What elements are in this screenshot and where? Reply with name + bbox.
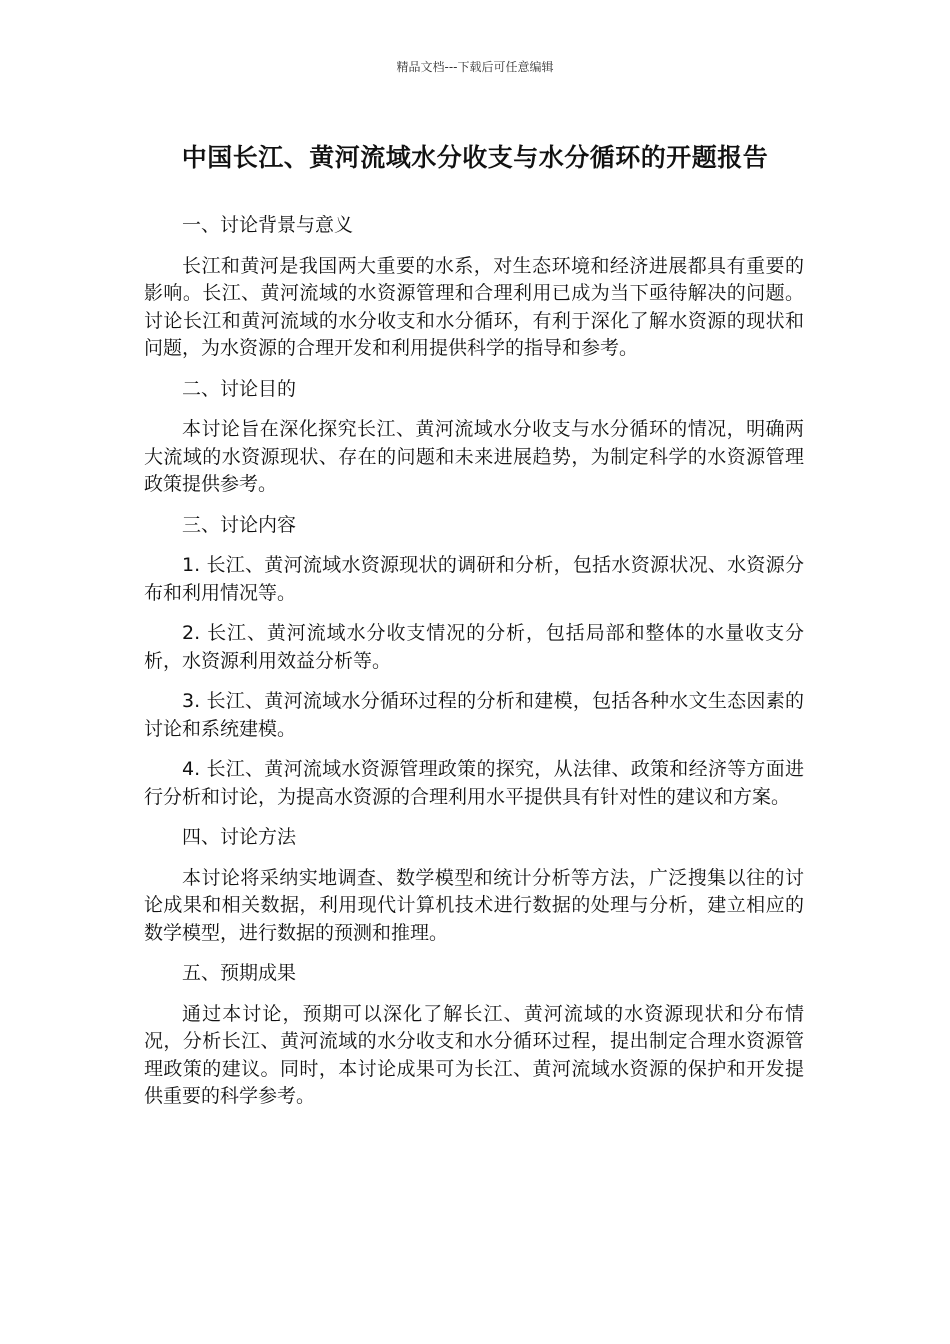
body-paragraph: 本讨论旨在深化探究长江、黄河流域水分收支与水分循环的情况，明确两大流域的水资源现状、存在的问题和未来进展趋势，为制定科学的水资源管理政策提供参考。 bbox=[144, 418, 804, 495]
body-paragraph: 通过本讨论，预期可以深化了解长江、黄河流域的水资源现状和分布情况，分析长江、黄河流域的水分收支和水分循环过程，提出制定合理水资源管理政策的建议。同时，本讨论成果可为长江、黄河流域水资源的保护和开发提供重要的科学参考。 bbox=[144, 1002, 804, 1107]
list-item: 3. 长江、黄河流域水分循环过程的分析和建模，包括各种水文生态因素的讨论和系统建模。 bbox=[144, 690, 804, 740]
list-item: 1. 长江、黄河流域水资源现状的调研和分析，包括水资源状况、水资源分布和利用情况等。 bbox=[144, 554, 804, 604]
section-heading: 一、讨论背景与意义 bbox=[182, 214, 354, 236]
header-note: 精品文档---下载后可任意编辑 bbox=[396, 60, 554, 74]
list-item: 4. 长江、黄河流域水资源管理政策的探究，从法律、政策和经济等方面进行分析和讨论，为提高水资源的合理利用水平提供具有针对性的建议和方案。 bbox=[144, 758, 804, 808]
list-item: 2. 长江、黄河流域水分收支情况的分析，包括局部和整体的水量收支分析，水资源利用效益分析等。 bbox=[144, 622, 804, 672]
section-heading: 五、预期成果 bbox=[182, 962, 297, 984]
section-heading: 二、讨论目的 bbox=[182, 377, 297, 400]
body-paragraph: 本讨论将采纳实地调查、数学模型和统计分析等方法，广泛搜集以往的讨论成果和相关数据，利用现代计算机技术进行数据的处理与分析，建立相应的数学模型，进行数据的预测和推理。 bbox=[144, 866, 804, 944]
section-heading: 四、讨论方法 bbox=[182, 826, 297, 848]
document-title: 中国长江、黄河流域水分收支与水分循环的开题报告 bbox=[181, 143, 769, 172]
body-paragraph: 长江和黄河是我国两大重要的水系，对生态环境和经济进展都具有重要的影响。长江、黄河流域的水资源管理和合理利用已成为当下亟待解决的问题。讨论长江和黄河流域的水分收支和水分循环，有利于深化了解水资源的现状和问题，为水资源的合理开发和利用提供科学的指导和参考。 bbox=[144, 254, 804, 359]
section-heading: 三、讨论内容 bbox=[182, 513, 297, 536]
document-body bbox=[144, 212, 804, 1124]
